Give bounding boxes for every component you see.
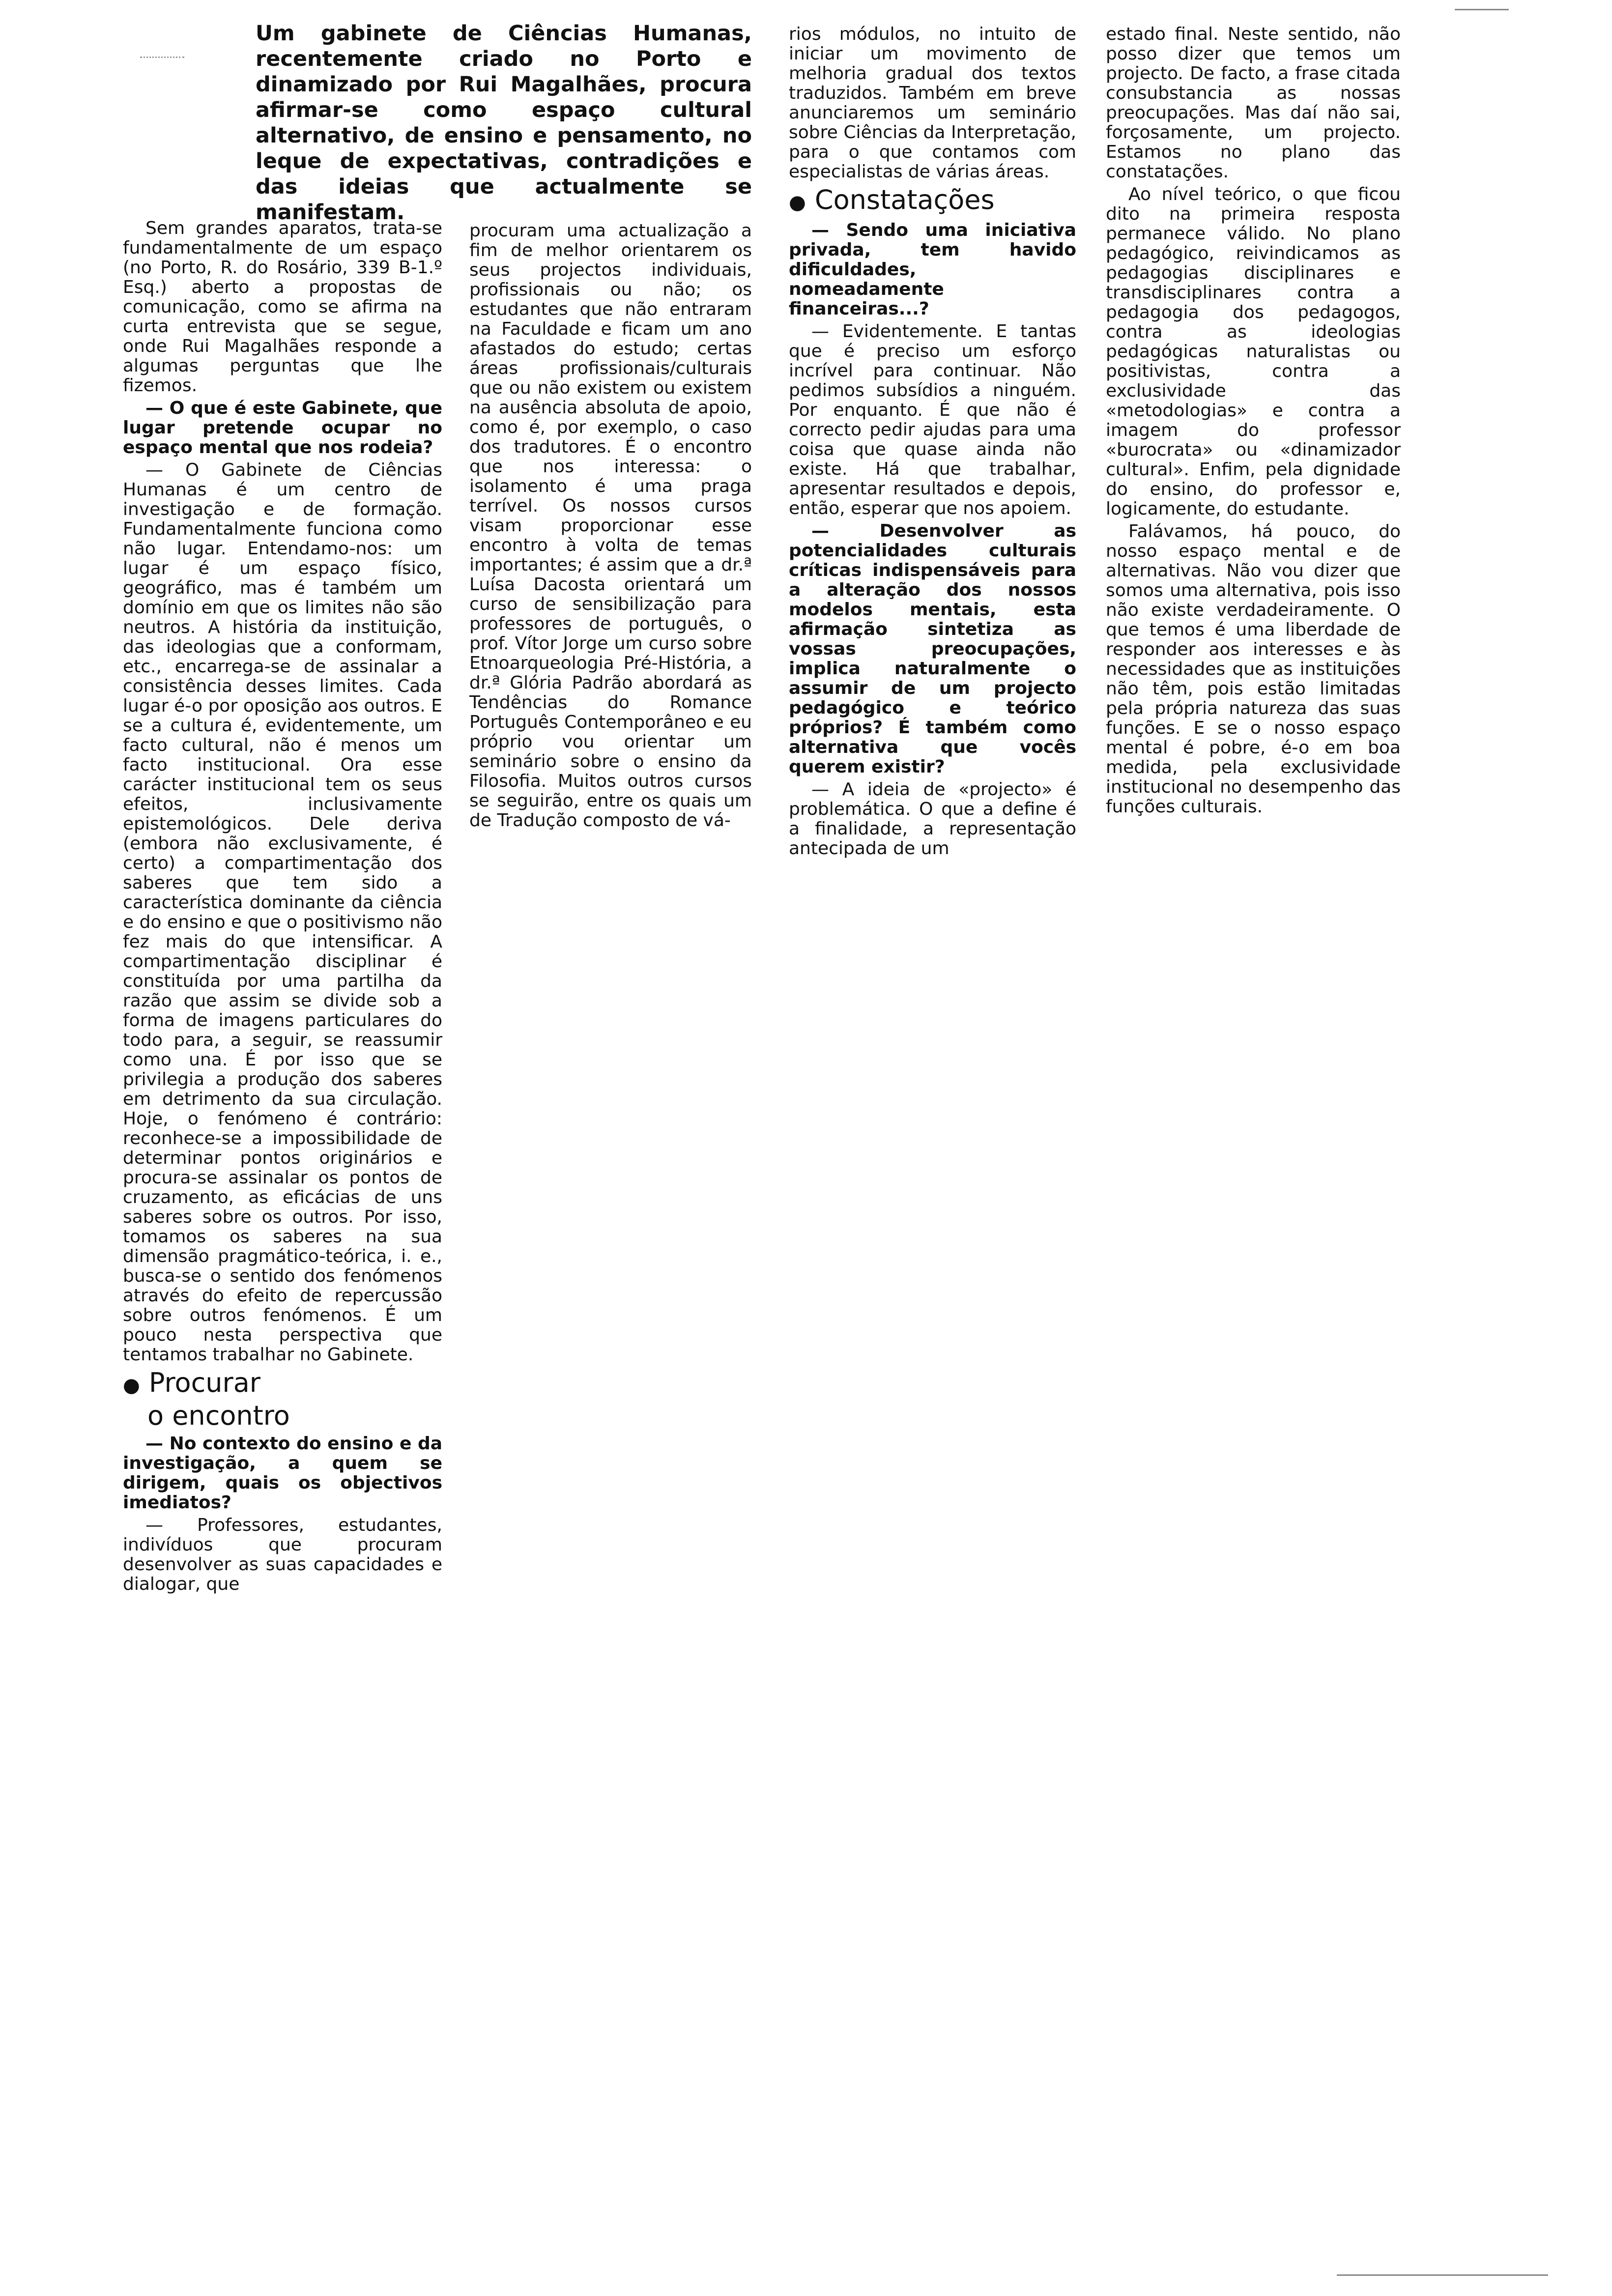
answer-2-continued: procuram uma actualização a fim de melhor orientarem os seus projectos individuais, profissionais ou não; os estudantes que não entraram na Faculdade e ficam um ano afastados do estudo; certas áreas profissionais/culturais que ou não existem ou existem na ausência absoluta de apoio, como é, por exemplo, o caso dos tradutores. É o encontro que nos interessa: o isolamento é uma praga terrível. Os nossos cursos visam proporcionar esse encontro à volta de temas importantes; é assim que a dr.ª Luísa Dacosta orientará um curso de sensibilização para professores de português, o prof. Vítor Jorge um curso sobre Etnoarqueologia Pré-História, a dr.ª Glória Padrão abordará as Tendências do Romance Português Contemporâneo e eu próprio vou orientar um seminário sobre o ensino da Filosofia. Muitos outros cursos se seguirão, entre os quais um de Tradução composto de vá- — [469, 221, 752, 831]
intro-paragraph: Sem grandes aparatos, trata-se fundamentalmente de um espaço (no Porto, R. do Rosário, 339 B-1.º Esq.) aberto a propostas de comunicação, como se afirma na curta entrevista que se segue, onde Rui Magalhães responde a algumas perguntas que lhe fizemos. — [123, 218, 442, 396]
answer-4-continued: estado final. Neste sentido, não posso dizer que temos um projecto. De facto, a frase citada consubstancia as nossas preocupações. Mas daí não sai, forçosamente, um projecto. Estamos no plano das constatações. — [1106, 24, 1401, 182]
question-3: — Sendo uma iniciativa privada, tem havido dificuldades, nomeadamente financeiras...? — [789, 220, 1076, 319]
subheading-constatacoes: ● Constatações — [789, 184, 995, 215]
scan-rule-bottom — [1337, 2274, 1548, 2276]
column-3 — [789, 25, 1076, 861]
question-4: — Desenvolver as potencialidades culturais críticas indispensáveis para a alteração dos nossos modelos mentais, esta afirmação sintetiza as vossas preocupações, implica naturalmente o assumir de um projecto pedagógico e teórico próprios? É também como alternativa que vocês querem existir? — [789, 521, 1076, 777]
answer-2-end: rios módulos, no intuito de iniciar um movimento de melhoria gradual dos textos traduzidos. Também em breve anunciaremos um seminário sobre Ciências da Interpretação, para o que contamos com especialistas de várias áreas. — [789, 24, 1076, 182]
bullet-icon: ● — [123, 1374, 140, 1397]
article-lead: Um gabinete de Ciências Humanas, recentemente criado no Porto e dinamizado por Rui Magalhães, procura afirmar-se como espaço cultural alternativo, de ensino e pensamento, no leque de expectativas, contradições e das ideias que actualmente se manifestam. — [256, 21, 752, 225]
scan-mark — [140, 57, 184, 61]
answer-1: — O Gabinete de Ciências Humanas é um centro de investigação e de formação. Fundamentalmente funciona como não lugar. Entendamo-nos: um lugar é um espaço físico, geográfico, mas é também um domínio em que os limites não são neutros. A história da instituição, das ideologias que a conformam, etc., encarrega-se de assinalar a consistência desses limites. Cada lugar é-o por oposição aos outros. E se a cultura é, evidentemente, um facto cultural, não é menos um facto institucional. Ora esse carácter institucional tem os seus efeitos, inclusivamente epistemológicos. Dele deriva (embora não exclusivamente, é certo) a compartimentação dos saberes que tem sido a característica dominante da ciência e do ensino e que o positivismo não fez mais do que intensificar. A compartimentação disciplinar é constituída por uma partilha da razão que assim se divide sob a forma de imagens particulares do todo para, a seguir, se reassumir como una. É por isso que se privilegia a produção dos saberes em detrimento da sua circulação. Hoje, o fenómeno é contrário: reconhece-se a impossibilidade de determinar pontos originários e procura-se assinalar os pontos de cruzamento, as eficácias de uns saberes sobre os outros. Por isso, tomamos os saberes na sua dimensão pragmático-teórica, i. e., busca-se o sentido dos fenómenos através do efeito de repercussão sobre outros fenómenos. É um pouco nesta perspectiva que tentamos trabalhar no Gabinete. — [123, 460, 442, 1365]
subheading-procurar: ● Procurar o encontro — [123, 1367, 290, 1431]
answer-4-paragraph-3: Falávamos, há pouco, do nosso espaço mental e de alternativas. Não vou dizer que somos uma alternativa, pois isso não existe verdadeiramente. O que temos é uma liberdade de responder aos interesses e às necessidades que as instituições não têm, pois estão limitadas pela própria natureza das suas funções. E se o nosso espaço mental é pobre, é-o em boa medida, pela exclusividade institucional no desempenho das funções culturais. — [1106, 521, 1401, 817]
column-1 — [123, 219, 442, 1597]
answer-3: — Evidentemente. E tantas que é preciso um esforço incrível para continuar. Não pedimos subsídios a ninguém. Por enquanto. É que não é correcto pedir ajudas para uma coisa que quase ainda não existe. Há que trabalhar, apresentar resultados e depois, então, esperar que nos apoiem. — [789, 321, 1076, 518]
bullet-icon: ● — [789, 191, 806, 214]
question-1: — O que é este Gabinete, que lugar pretende ocupar no espaço mental que nos rodeia? — [123, 398, 442, 458]
answer-4-paragraph-2: Ao nível teórico, o que ficou dito na primeira resposta permanece válido. No plano pedagógico, reivindicamos as pedagogias disciplinares e transdisciplinares contra a pedagogia dos pedagogos, contra as ideologias pedagógicas naturalistas ou positivistas, contra a exclusividade das «metodologias» e contra a imagem do professor «burocrata» ou «dinamizador cultural». Enfim, pela dignidade do ensino, do professor e, logicamente, do estudante. — [1106, 184, 1401, 519]
column-4 — [1106, 25, 1401, 820]
question-2: — No contexto do ensino e da investigação, a quem se dirigem, quais os objectivos imediatos? — [123, 1434, 442, 1513]
scan-rule-top — [1455, 9, 1509, 10]
answer-2-start: — Professores, estudantes, indivíduos que procuram desenvolver as suas capacidades e dialogar, que — [123, 1515, 442, 1594]
answer-4-start: — A ideia de «projecto» é problemática. O que a define é a finalidade, a representação antecipada de um — [789, 779, 1076, 859]
column-2 — [469, 221, 752, 833]
